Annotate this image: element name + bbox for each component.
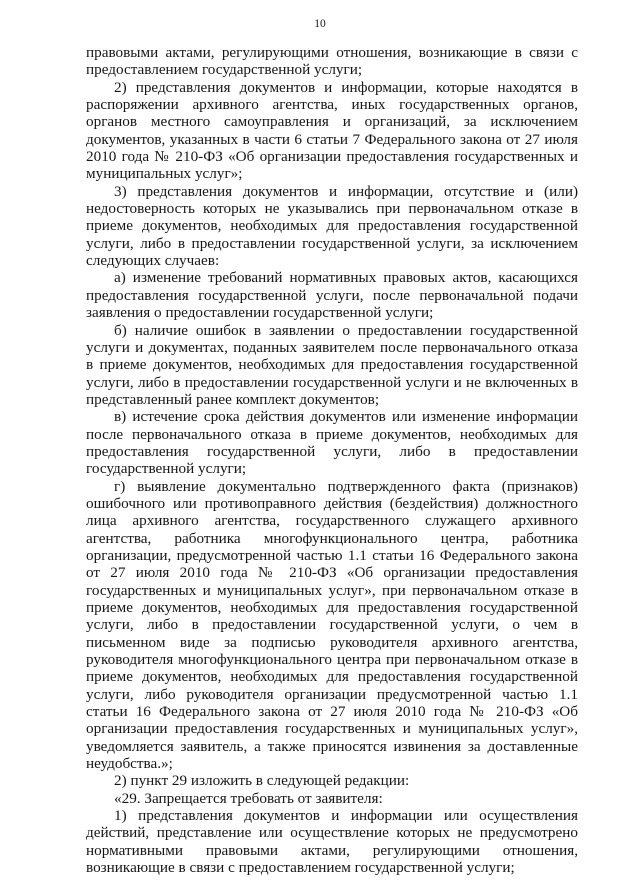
paragraph-item-3: 3) представления документов и информации, отсутствие и (или) недостоверность которых не указывались при первоначальном отказе в приеме документов, необходимых для предоставления государственной услуги, либо в предоставлении государственной услуги, за исключением следующих случаев:	[86, 182, 578, 270]
paragraph-item-2: 2) представления документов и информации, которые находятся в распоряжении архивного агентства, иных государственных органов, органов местного самоуправления и организаций, за исключением документов, указанных в части 6 статьи 7 Федерального закона от 27 июля 2010 года № 210-ФЗ «Об организации предоставления государственных и муниципальных услуг»;	[86, 78, 578, 183]
paragraph-clause-29: «29. Запрещается требовать от заявителя:	[114, 789, 383, 807]
document-body	[86, 44, 578, 877]
paragraph-subitem-b: б) наличие ошибок в заявлении о предоставлении государственной услуги и документах, поданных заявителем после первоначального отказа в приеме документов, необходимых для предоставления государственной услуги, либо в предоставлении государственной услуги и не включенных в представленный ранее комплект документов;	[86, 321, 578, 408]
paragraph-subitem-g: г) выявление документально подтвержденного факта (признаков) ошибочного или противоправного действия (бездействия) должностного лица архивного агентства, государственного служащего архивного агентства, работника многофункционального центра, работника организации, предусмотренной частью 1.1 статьи 16 Федерального закона от 27 июля 2010 года № 210-ФЗ «Об организации предоставления государственных и муниципальных услуг», при первоначальном отказе в приеме документов, необходимых для предоставления государственной услуги, либо в предоставлении государственной услуги, о чем в письменном виде за подписью руководителя архивного агентства, руководителя многофункционального центра при первоначальном отказе в приеме документов, необходимых для предоставления государственной услуги, либо руководителя организации предусмотренной частью 1.1 статьи 16 Федерального закона от 27 июля 2010 года № 210-ФЗ «Об организации предоставления государственных и муниципальных услуг», уведомляется заявитель, а также приносятся извинения за доставленные неудобства.»;	[86, 477, 578, 773]
paragraph-amendment-29: 2) пункт 29 изложить в следующей редакции:	[114, 772, 410, 790]
page-number: 10	[314, 18, 326, 30]
paragraph-continuation: правовыми актами, регулирующими отношения, возникающие в связи с предоставлением государственной услуги;	[86, 44, 578, 79]
paragraph-clause-29-item-1: 1) представления документов и информации или осуществления действий, представление или осуществление которых не предусмотрено нормативными правовыми актами, регулирующими отношения, возникающие в связи с предоставлением государственной услуги;	[86, 807, 578, 877]
paragraph-subitem-v: в) истечение срока действия документов или изменение информации после первоначального отказа в приеме документов, необходимых для предоставления государственной услуги, либо в предоставлении государственной услуги;	[86, 408, 578, 478]
paragraph-subitem-a: а) изменение требований нормативных правовых актов, касающихся предоставления государственной услуги, после первоначальной подачи заявления о предоставлении государственной услуги;	[86, 269, 578, 322]
